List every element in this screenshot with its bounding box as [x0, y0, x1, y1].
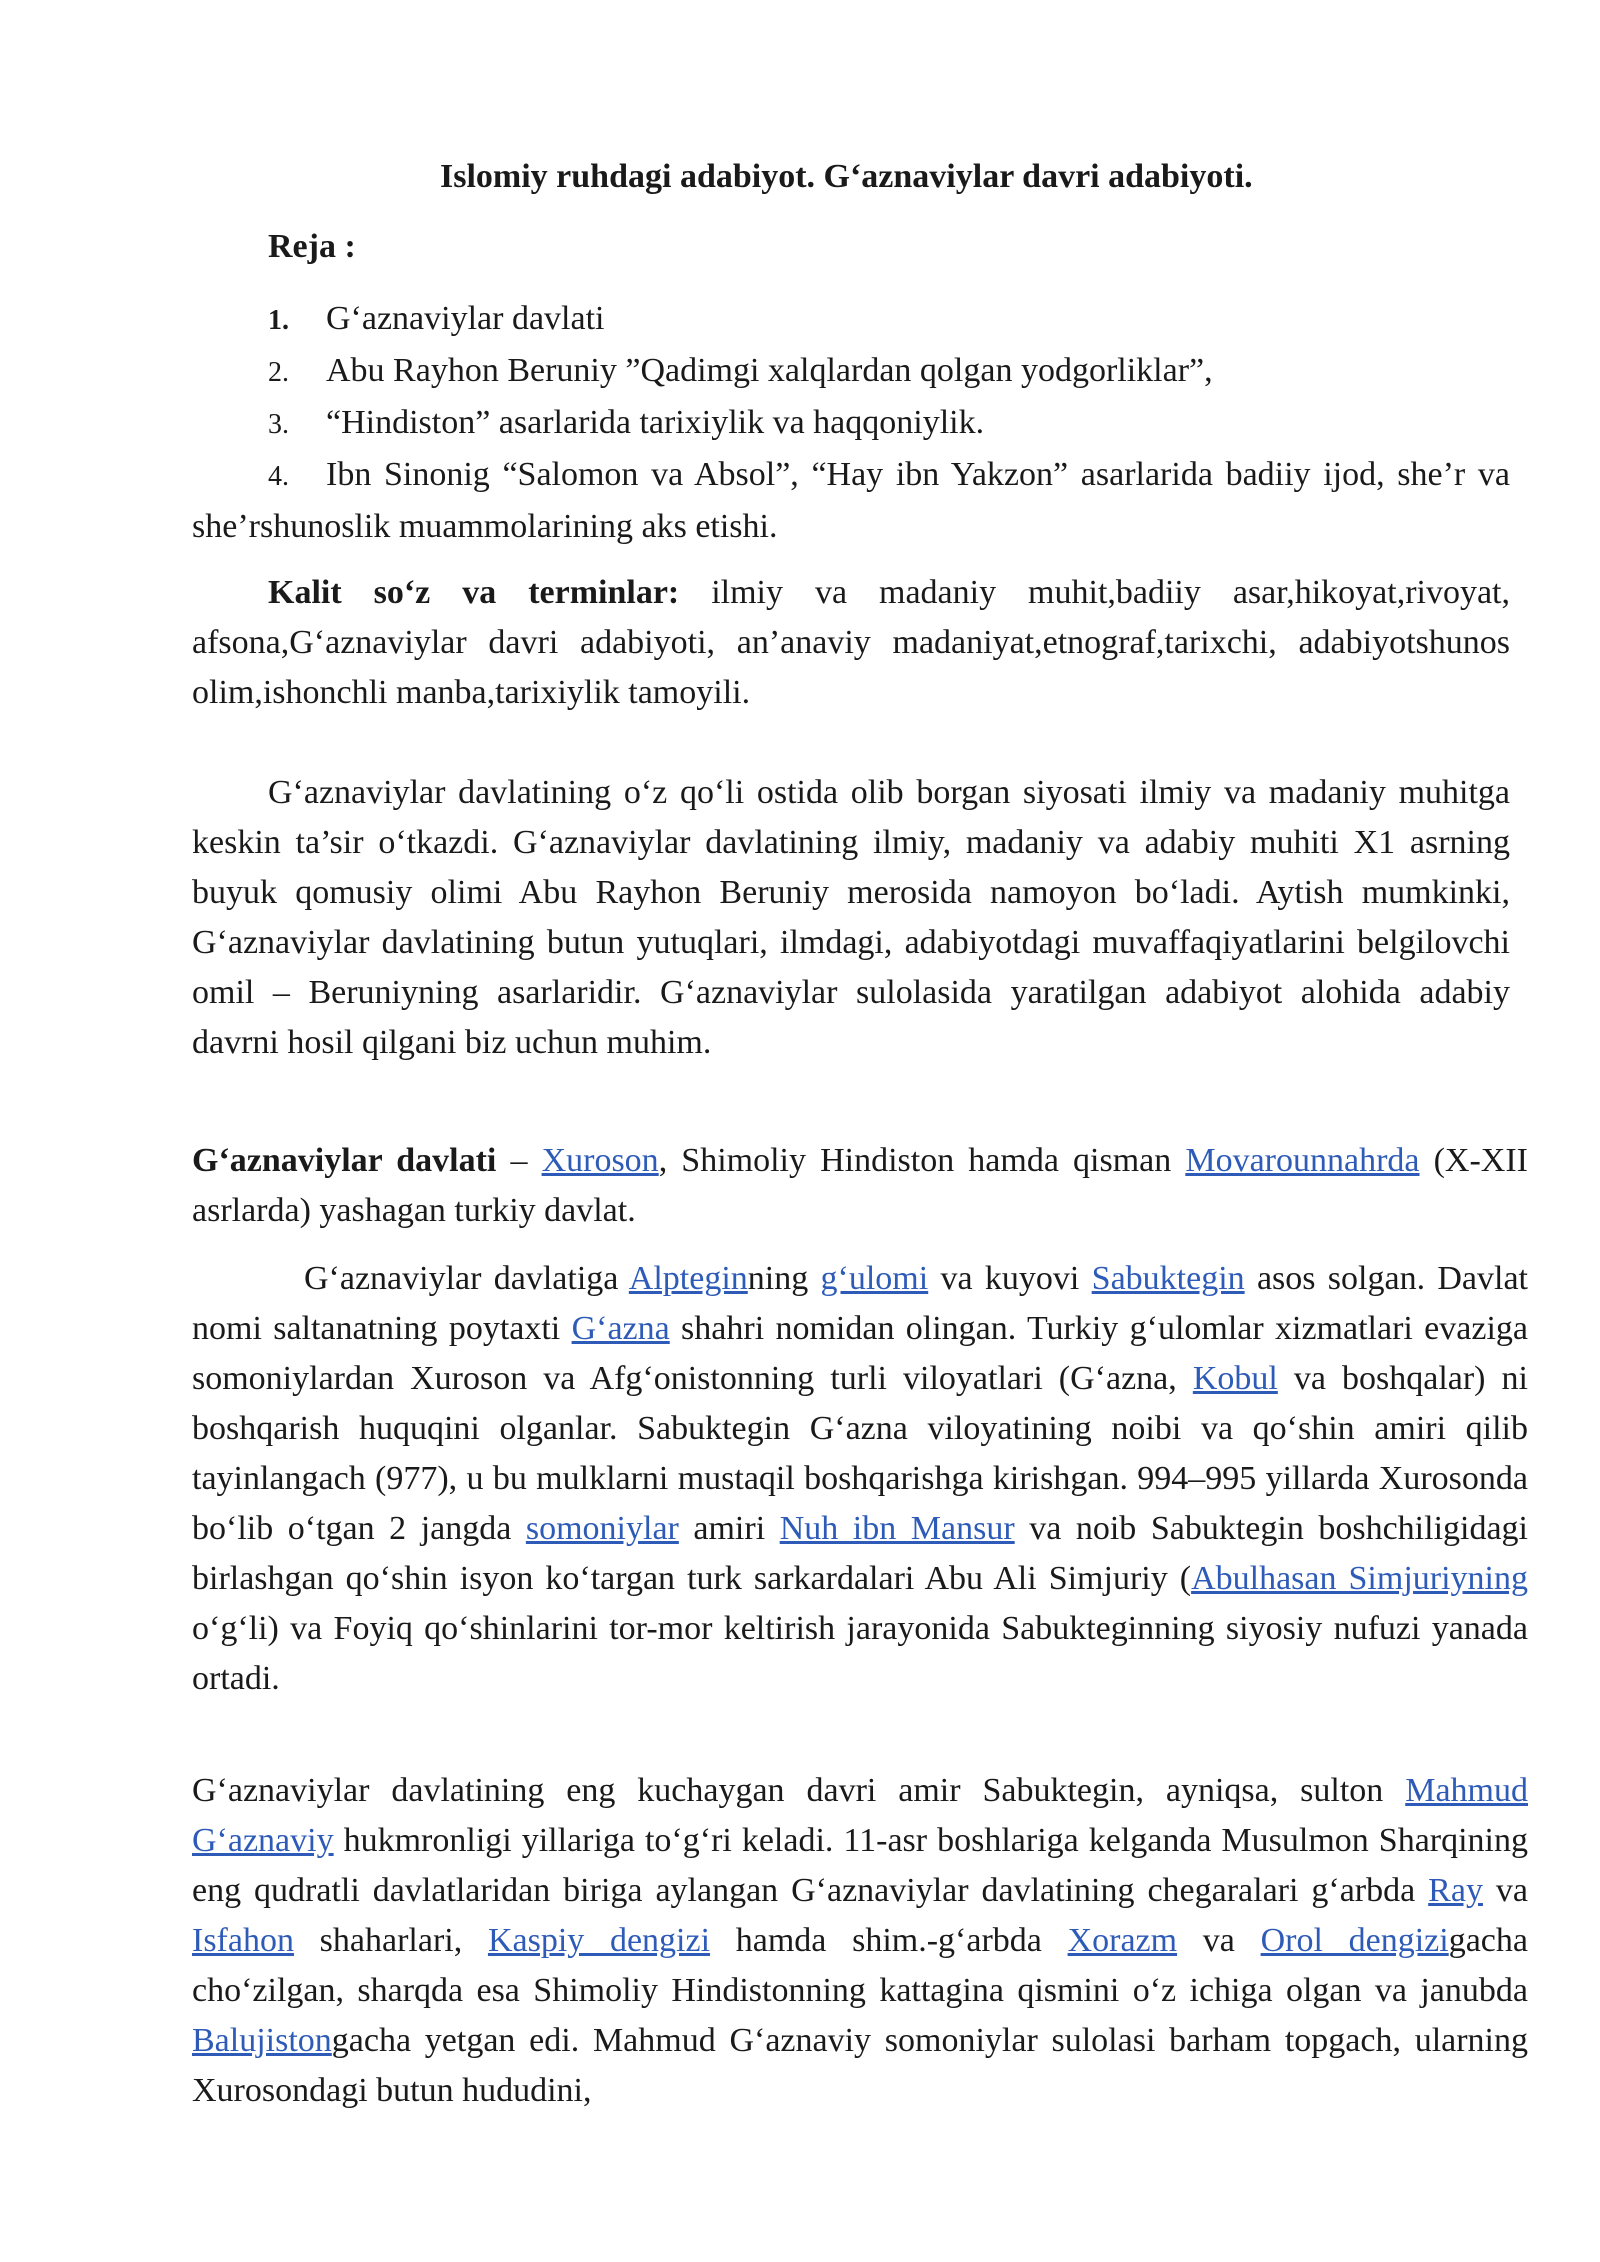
founding-paragraph [192, 1254, 1528, 1704]
link-xorazm[interactable]: Xorazm [1067, 1922, 1178, 1959]
text-segment: va boshqalar) ni boshqarish huquqini olganlar. Sabuktegin G‘azna viloyatining noibi va qo‘shin amiri qilib tayinlangach (977), u bu mulklarni mustaqil boshqarishga kirishgan. 994–995 yillarda Xurosonda bo‘lib o‘tgan 2 jangda [192, 1360, 1528, 1547]
peak-paragraph [192, 1766, 1528, 2116]
plan-item-text: Abu Rayhon Beruniy ”Qadimgi xalqlardan qolgan yodgorliklar”, [326, 352, 1213, 389]
text-segment: va [1177, 1922, 1261, 1959]
link-xuroson[interactable]: Xuroson [541, 1142, 659, 1179]
plan-item [192, 450, 1510, 552]
plan-item-text: “Hindiston” asarlarida tarixiylik va haqqoniylik. [326, 404, 985, 441]
keywords-paragraph [192, 568, 1510, 718]
keywords-label: Kalit so‘z va terminlar: [268, 574, 680, 611]
plan-list [192, 294, 1510, 552]
plan-item-text: Ibn Sinonig “Salomon va Absol”, “Hay ibn Yakzon” asarlarida badiiy ijod, she’r va she’rshunoslik muammolarining aks etishi. [192, 456, 1510, 545]
text-segment: , Shimoliy Hindiston hamda qisman [658, 1142, 1186, 1179]
text-segment: G‘aznaviylar davlatining eng kuchaygan davri amir Sabuktegin, ayniqsa, sulton [192, 1772, 1406, 1809]
document-title: Islomiy ruhdagi adabiyot. G‘aznaviylar davri adabiyoti. [440, 158, 1253, 195]
plan-item [192, 398, 1510, 450]
text-segment: (X-XII asrlarda) yashagan turkiy davlat. [192, 1142, 1528, 1229]
plan-item-number: 2. [268, 357, 289, 388]
link-gazna[interactable]: G‘azna [571, 1310, 670, 1347]
text-segment: G‘aznaviylar davlatiga [304, 1260, 629, 1297]
text-segment: gacha yetgan edi. Mahmud G‘aznaviy somoniylar sulolasi barham topgach, ularning Xurosondagi butun hududini, [192, 2022, 1528, 2109]
link-movarounnahr[interactable]: Movarounnahrda [1185, 1142, 1420, 1179]
text-segment: hukmronligi yillariga to‘g‘ri keladi. 11-asr boshlariga kelganda Musulmon Sharqining eng qudratli davlatlaridan biriga aylangan G‘aznaviylar davlatining chegaralari g‘arbda [192, 1822, 1528, 1909]
intro-paragraph: G‘aznaviylar davlatining o‘z qo‘li ostida olib borgan siyosati ilmiy va madaniy muhitga keskin ta’sir o‘tkazdi. G‘aznaviylar davlatining ilmiy, madaniy va adabiy muhiti X1 asrning buyuk qomusiy olimi Abu Rayhon Beruniy merosida namoyon bo‘ladi. Aytish mumkinki, G‘aznaviylar davlatining butun yutuqlari, ilmdagi, adabiyotdagi muvaffaqiyatlarini belgilovchi omil – Beruniyning asarlaridir. G‘aznaviylar sulolasida yaratilgan adabiyot alohida adabiy davrni hosil qilgani biz uchun muhim. [192, 774, 1510, 1061]
text-segment: o‘g‘li) va Foyiq qo‘shinlarini tor-mor keltirish jarayonida Sabukteginning siyosiy nufuzi yanada ortadi. [192, 1610, 1528, 1697]
link-kobul[interactable]: Kobul [1192, 1360, 1278, 1397]
text-segment: va noib Sabuktegin boshchiligidagi birlashgan qo‘shin isyon ko‘targan turk sarkardalari Abu Ali Simjuriy ( [192, 1510, 1528, 1597]
link-alptegin[interactable]: Alptegin [628, 1260, 748, 1297]
link-nuh-ibn-mansur[interactable]: Nuh ibn Mansur [779, 1510, 1015, 1547]
text-segment: hamda shim.-g‘arbda [710, 1922, 1068, 1959]
text-segment: va kuyovi [928, 1260, 1092, 1297]
link-sabuktegin[interactable]: Sabuktegin [1091, 1260, 1245, 1297]
link-mahmud-gaznaviy[interactable]: Mahmud G‘aznaviy [192, 1772, 1528, 1859]
plan-item-number: 3. [268, 409, 289, 440]
text-segment: gacha cho‘zilgan, sharqda esa Shimoliy Hindistonning kattagina qismini o‘z ichiga olgan va janubda [192, 1922, 1528, 2009]
text-segment: va [1482, 1872, 1528, 1909]
plan-item-number: 4. [268, 461, 289, 492]
link-orol-dengizi[interactable]: Orol dengizi [1260, 1922, 1449, 1959]
plan-heading: Reja : [268, 228, 356, 265]
keywords-text: ilmiy va madaniy muhit,badiiy asar,hikoyat,rivoyat, afsona,G‘aznaviylar davri adabiyoti, an’anaviy madaniyat,etnograf,tarixchi, adabiyotshunos olim,ishonchli manba,tarixiylik tamoyili. [192, 574, 1510, 711]
text-segment: ning [747, 1260, 821, 1297]
link-kaspiy-dengizi[interactable]: Kaspiy dengizi [487, 1922, 711, 1959]
link-gulom[interactable]: g‘ulomi [820, 1260, 929, 1297]
link-balujiston[interactable]: Balujiston [192, 2022, 332, 2059]
link-ray[interactable]: Ray [1428, 1872, 1483, 1909]
text-segment: asos solgan. Davlat nomi saltanatning poytaxti [192, 1260, 1528, 1347]
text-segment: amiri [678, 1510, 780, 1547]
link-isfahon[interactable]: Isfahon [192, 1922, 294, 1959]
link-somoniylar[interactable]: somoniylar [525, 1510, 679, 1547]
plan-item-number: 1. [268, 305, 289, 336]
text-segment: – [496, 1142, 542, 1179]
definition-paragraph [192, 1136, 1528, 1236]
text-segment: shahri nomidan olingan. Turkiy g‘ulomlar xizmatlari evaziga somoniylardan Xuroson va Afg‘onistonning turli viloyatlari (G‘azna, [192, 1310, 1528, 1397]
plan-item [192, 346, 1510, 398]
plan-item [192, 294, 1510, 346]
definition-term: G‘aznaviylar davlati [192, 1142, 497, 1179]
link-abulhasan-simjuriy[interactable]: Abulhasan Simjuriyning [1191, 1560, 1528, 1597]
text-segment: shaharlari, [293, 1922, 488, 1959]
plan-item-text: G‘aznaviylar davlati [326, 300, 605, 337]
